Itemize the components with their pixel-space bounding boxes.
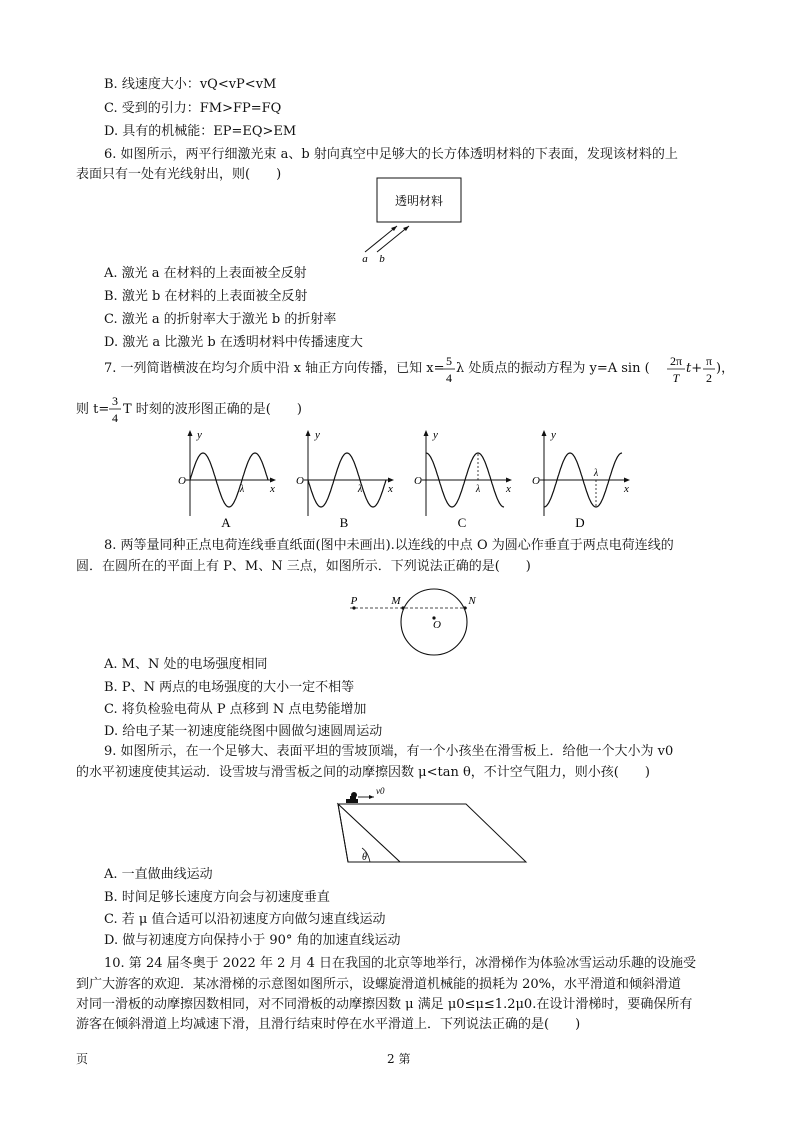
y-axis-label: y — [433, 429, 438, 441]
origin-label: O — [532, 475, 540, 487]
beam-b-label: b — [379, 253, 385, 265]
label-n: N — [468, 595, 476, 607]
q8-stem-line2: 圆．在圆所在的平面上有 P、M、N 三点，如图所示．下列说法正确的是( ) — [76, 559, 531, 574]
lambda-label: λ — [475, 484, 481, 495]
svg-text:4: 4 — [446, 371, 452, 385]
q6-option-d: D. 激光 a 比激光 b 在透明材料中传播速度大 — [104, 335, 363, 350]
label-p: P — [350, 595, 358, 607]
q8-figure — [340, 588, 490, 660]
footer-left: 页 — [76, 1052, 89, 1066]
footer-page-number: 2 第 — [387, 1052, 411, 1066]
y-axis-label: y — [197, 429, 202, 441]
q10-stem-line4: 游客在倾斜滑道上均减速下滑，且滑行结束时停在水平滑道上．下列说法正确的是( ) — [76, 1017, 581, 1032]
y-axis-label: y — [315, 429, 320, 441]
q9-stem-line2: 的水平初速度使其运动．设雪坡与滑雪板之间的动摩擦因数 μ<tan θ，不计空气阻力，则小孩( ) — [76, 765, 650, 780]
q10-stem-line2: 到广大游客的欢迎．某冰滑梯的示意图如图所示，设螺旋滑道机械能的损耗为 20%，水平滑道和倾斜滑道 — [76, 977, 682, 992]
q8-option-b: B. P、N 两点的电场强度的大小一定不相等 — [104, 680, 355, 695]
beam-a-line — [365, 226, 397, 252]
svg-text:T: T — [672, 371, 680, 385]
q7-stem-end: )， — [716, 361, 735, 376]
v0-label: v0 — [376, 786, 385, 796]
svg-text:5: 5 — [446, 354, 452, 368]
q6-figure — [355, 176, 475, 266]
q5-option-b: B. 线速度大小：vQ<vP<vM — [104, 77, 277, 92]
material-label: 透明材料 — [394, 194, 444, 208]
q10-stem-line3: 对同一滑板的动摩擦因数相同，对不同滑板的动摩擦因数 μ 满足 μ0≤μ≤1.2μ0.在设计滑梯时，要确保所有 — [76, 997, 693, 1012]
svg-text:4: 4 — [112, 411, 118, 425]
x-axis-label: x — [506, 483, 511, 495]
svg-text:3: 3 — [112, 394, 118, 408]
q7-stem-mid2: t+ — [686, 361, 703, 376]
x-axis-label: x — [388, 483, 393, 495]
q7-wave-graphs — [170, 428, 640, 533]
label-m: M — [391, 595, 401, 607]
beam-a-label: a — [362, 253, 368, 265]
q8-option-c: C. 将负检验电荷从 P 点移到 N 点电势能增加 — [104, 702, 367, 717]
label-o: O — [433, 619, 441, 631]
lambda-label: λ — [357, 484, 363, 495]
wave-graph-A — [178, 429, 276, 530]
q7-stem2-pre: 则 t= — [76, 402, 110, 417]
q9-stem-line1: 9. 如图所示，在一个足够大、表面平坦的雪坡顶端，有一个小孩坐在滑雪板上．给他一个大小为 v0 — [104, 744, 674, 759]
q9-option-a: A. 一直做曲线运动 — [104, 867, 213, 882]
q8-stem-line1: 8. 两等量同种正点电荷连线垂直纸面(图中未画出).以连线的中点 O 为圆心作垂直于两点电荷连线的 — [104, 538, 674, 553]
point-m — [401, 606, 404, 609]
q8-option-a: A. M、N 处的电场强度相同 — [104, 657, 268, 672]
svg-text:π: π — [705, 354, 713, 368]
q6-option-a: A. 激光 a 在材料的上表面被全反射 — [104, 266, 307, 281]
q7-fraction-pi-2 — [702, 352, 716, 386]
q5-option-d: D. 具有的机械能：EP=EQ>EM — [104, 124, 297, 139]
q9-option-c: C. 若 μ 值合适可以沿初速度方向做匀速直线运动 — [104, 912, 386, 927]
q7-stem2-end: T 时刻的波形图正确的是( ) — [123, 402, 302, 417]
q10-stem-line1: 10. 第 24 届冬奥于 2022 年 2 月 4 日在我国的北京等地举行，冰滑梯作为体验冰雪运动乐趣的设施受 — [104, 956, 697, 971]
q6-option-b: B. 激光 b 在材料的上表面被全反射 — [104, 289, 308, 304]
lambda-label: λ — [239, 484, 245, 495]
x-axis-label: x — [624, 483, 629, 495]
point-n — [463, 606, 466, 609]
origin-label: O — [414, 475, 422, 487]
theta-label: θ — [362, 852, 367, 863]
q6-stem-line1: 6. 如图所示，两平行细激光束 a、b 射向真空中足够大的长方体透明材料的下表面，发现该材料的上 — [104, 147, 678, 162]
q7-fraction-5-4 — [442, 352, 456, 386]
wave-graph-B — [296, 429, 394, 530]
svg-text:2π: 2π — [669, 354, 683, 368]
q9-option-b: B. 时间足够长速度方向会与初速度垂直 — [104, 890, 330, 905]
q9-option-d: D. 做与初速度方向保持小于 90° 角的加速直线运动 — [104, 933, 401, 948]
wave-graph-D — [532, 429, 630, 530]
q6-option-c: C. 激光 a 的折射率大于激光 b 的折射率 — [104, 312, 337, 327]
y-axis-label: y — [551, 429, 556, 441]
q9-figure — [330, 780, 535, 866]
graph-option-label: B — [339, 515, 349, 530]
q7-stem-pre: 7. 一列简谐横波在均匀介质中沿 x 轴正方向传播，已知 x= — [104, 361, 445, 376]
child-on-sled-icon — [346, 792, 358, 803]
svg-text:2: 2 — [706, 371, 712, 385]
x-axis-label: x — [270, 483, 275, 495]
origin-label: O — [296, 475, 304, 487]
lambda-label: λ — [593, 468, 599, 479]
q7-fraction-3-4 — [108, 392, 122, 426]
q7-stem-mid: λ 处质点的振动方程为 y=A sin ( — [456, 361, 650, 376]
graph-option-label: C — [457, 515, 467, 530]
graph-option-label: D — [575, 515, 585, 530]
wave-graph-C — [414, 429, 512, 530]
origin-label: O — [178, 475, 186, 487]
v0-arrow-head — [369, 795, 374, 799]
q7-fraction-2pi-T — [666, 352, 686, 386]
graph-option-label: A — [221, 515, 231, 530]
q8-option-d: D. 给电子某一初速度能绕图中圆做匀速圆周运动 — [104, 724, 383, 739]
q5-option-c: C. 受到的引力：FM>FP=FQ — [104, 101, 282, 116]
q6-stem-line2: 表面只有一处有光线射出，则( ) — [76, 167, 282, 182]
